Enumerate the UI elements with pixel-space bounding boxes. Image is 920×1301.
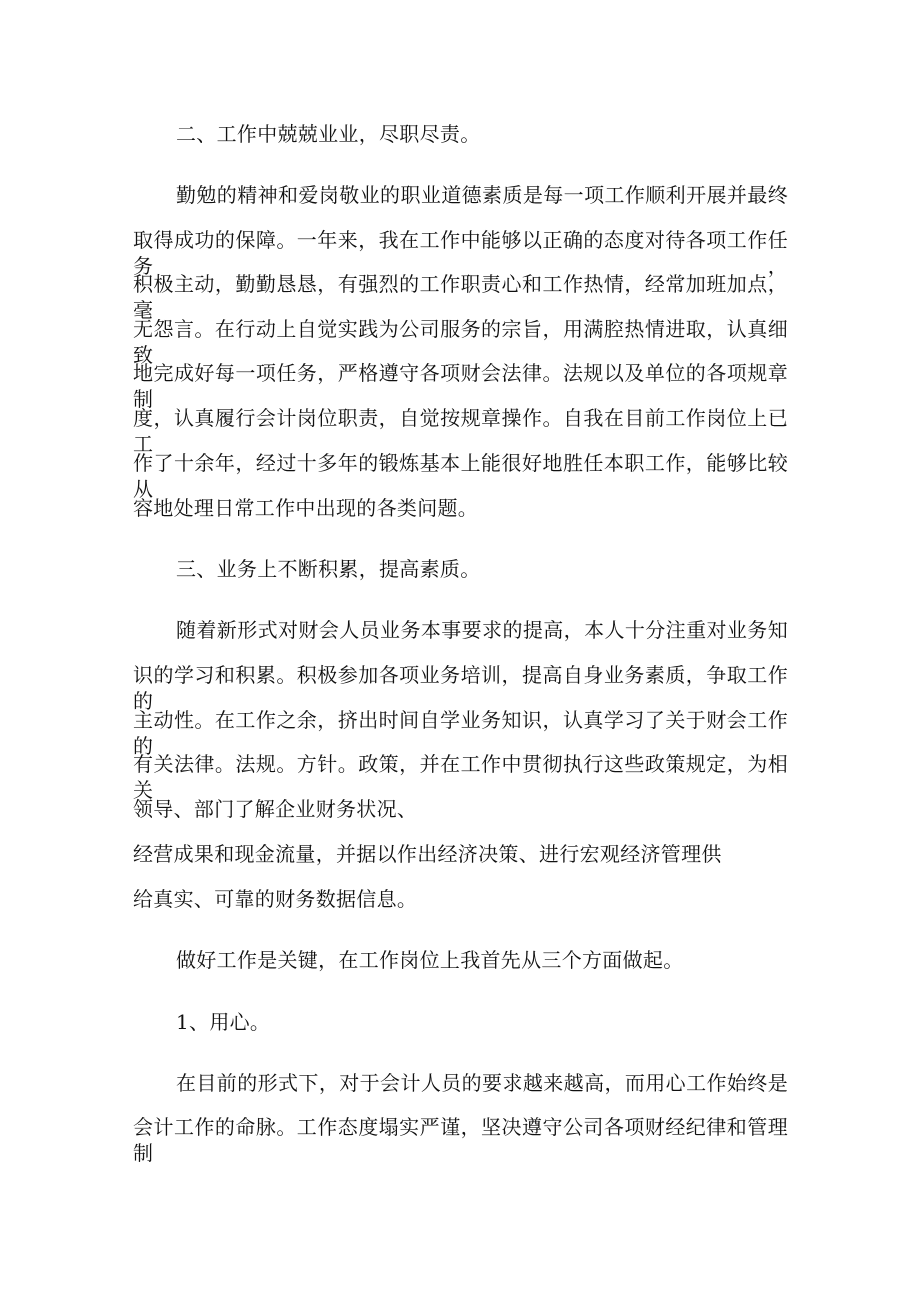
- section-heading-3: 三、业务上不断积累，提高素质。: [176, 557, 481, 581]
- paragraph-4-line-2: 会计工作的命脉。工作态度塌实严谨，坚决遵守公司各项财经纪律和管理制: [133, 1115, 788, 1165]
- paragraph-1-line-2: 取得成功的保障。一年来，我在工作中能够以正确的态度对待各项工作任务，: [133, 228, 788, 278]
- paragraph-1-line-4: 无怨言。在行动上自觉实践为公司服务的宗旨，用满腔热情进取，认真细致: [133, 317, 788, 367]
- paragraph-1-line-8: 容地处理日常工作中出现的各类问题。: [133, 496, 479, 520]
- paragraph-1-line-7: 作了十余年，经过十多年的锻炼基本上能很好地胜任本职工作，能够比较从: [133, 451, 788, 501]
- section-heading-1: 1、用心。: [176, 1010, 271, 1034]
- paragraph-1-line-1: 勤勉的精神和爱岗敬业的职业道德素质是每一项工作顺利开展并最终: [176, 183, 788, 207]
- paragraph-2-line-6: 经营成果和现金流量，并据以作出经济决策、进行宏观经济管理供: [133, 842, 722, 866]
- paragraph-3: 做好工作是关键，在工作岗位上我首先从三个方面做起。: [176, 948, 684, 972]
- section-heading-2: 二、工作中兢兢业业，尽职尽责。: [176, 122, 481, 146]
- paragraph-2-line-1: 随着新形式对财会人员业务本事要求的提高，本人十分注重对业务知: [176, 618, 788, 642]
- paragraph-4-line-1: 在目前的形式下，对于会计人员的要求越来越高，而用心工作始终是: [176, 1071, 788, 1095]
- paragraph-1-line-6: 度，认真履行会计岗位职责，自觉按规章操作。自我在目前工作岗位上已工: [133, 406, 788, 456]
- paragraph-2-line-5: 领导、部门了解企业财务状况、: [133, 797, 418, 821]
- paragraph-2-line-4: 有关法律。法规。方针。政策，并在工作中贯彻执行这些政策规定，为相关: [133, 752, 788, 802]
- paragraph-1-line-3: 积极主动，勤勤恳恳，有强烈的工作职责心和工作热情，经常加班加点，毫: [133, 272, 788, 322]
- paragraph-2-line-2: 识的学习和积累。积极参加各项业务培训，提高自身业务素质，争取工作的: [133, 663, 788, 713]
- paragraph-1-line-5: 地完成好每一项任务，严格遵守各项财会法律。法规以及单位的各项规章制: [133, 361, 788, 411]
- paragraph-2-line-7: 给真实、可靠的财务数据信息。: [133, 887, 418, 911]
- paragraph-2-line-3: 主动性。在工作之余，挤出时间自学业务知识，认真学习了关于财会工作的: [133, 708, 788, 758]
